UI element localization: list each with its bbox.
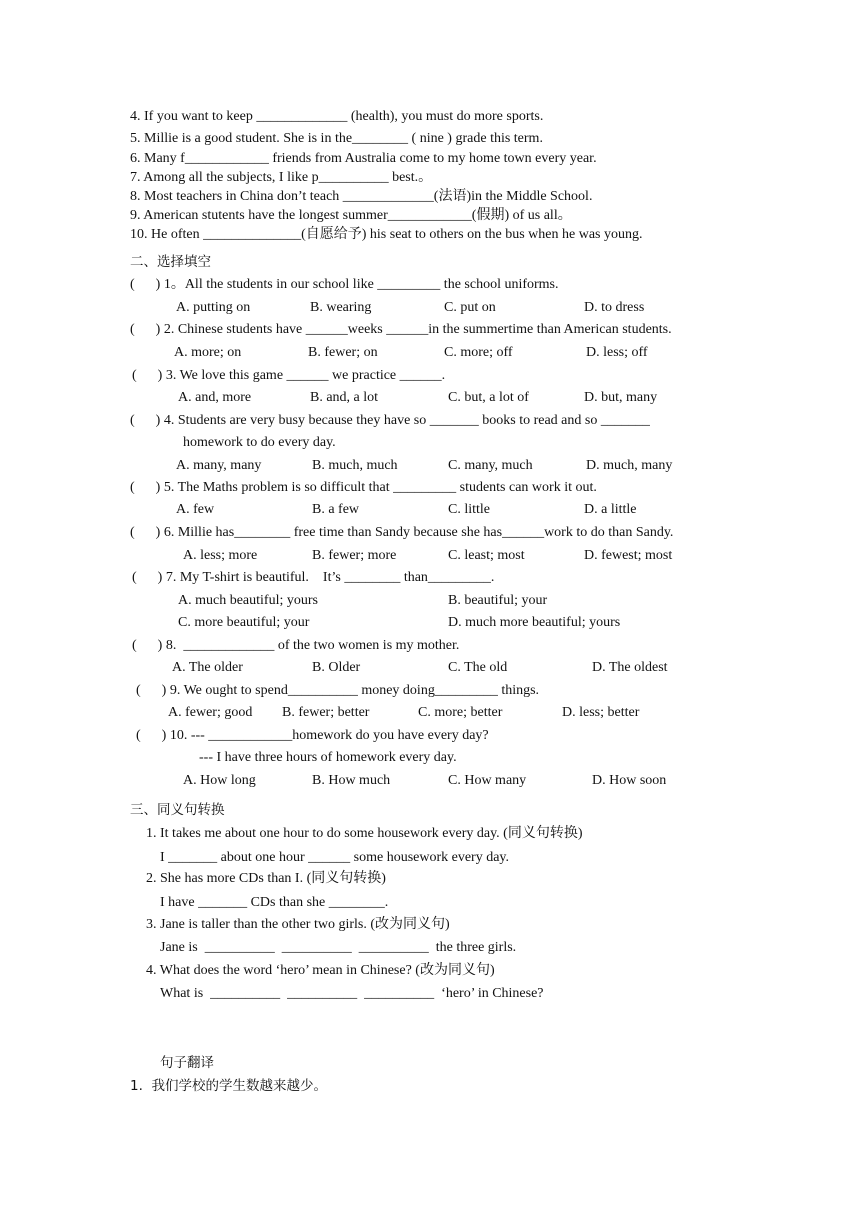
question-stem-continued: --- I have three hours of homework every day. — [199, 750, 457, 765]
option-b: B. much, much — [312, 458, 398, 473]
option-a: A. How long — [183, 773, 256, 788]
option-b: B. a few — [312, 502, 360, 517]
option-a: A. fewer; good — [168, 705, 253, 720]
option-d: D. a little — [584, 502, 637, 517]
option-b: B. Older — [312, 660, 361, 675]
fill-item: 6. Many f____________ friends from Australia come to my home town every year. — [130, 151, 597, 166]
option-c: C. more beautiful; your — [178, 615, 310, 630]
question-stem: ( ) 3. We love this game ______ we practice ______. — [132, 368, 446, 383]
option-c: C. more; off — [444, 345, 513, 360]
fill-item: 8. Most teachers in China don’t teach _____________(法语)in the Middle School. — [130, 189, 593, 204]
section-heading: 二、选择填空 — [130, 254, 211, 270]
rewrite-question: 4. What does the word ‘hero’ mean in Chinese? (改为同义句) — [146, 963, 495, 978]
option-c: C. many, much — [448, 458, 533, 473]
option-c: C. least; most — [448, 548, 525, 563]
option-a: A. many, many — [176, 458, 262, 473]
option-d: D. less; off — [586, 345, 648, 360]
option-a: A. The older — [172, 660, 243, 675]
option-a: A. putting on — [176, 300, 251, 315]
question-stem: ( ) 5. The Maths problem is so difficult that _________ students can work it out. — [130, 480, 597, 495]
option-c: C. How many — [448, 773, 527, 788]
option-d: D. much, many — [586, 458, 673, 473]
option-b: B. wearing — [310, 300, 372, 315]
question-stem: ( ) 6. Millie has________ free time than Sandy because she has______work to do than Sandy. — [130, 525, 674, 540]
fill-item: 9. American stutents have the longest summer____________(假期) of us all。 — [130, 208, 572, 223]
option-d: D. How soon — [592, 773, 667, 788]
option-d: D. but, many — [584, 390, 658, 405]
option-c: C. The old — [448, 660, 508, 675]
option-c: C. little — [448, 502, 490, 517]
option-b: B. How much — [312, 773, 391, 788]
option-a: A. more; on — [174, 345, 242, 360]
option-d: D. The oldest — [592, 660, 668, 675]
translate-item: 1. 我们学校的学生数越来越少。 — [130, 1078, 327, 1094]
option-d: D. less; better — [562, 705, 640, 720]
option-c: C. put on — [444, 300, 496, 315]
option-a: A. and, more — [178, 390, 252, 405]
rewrite-answer: What is __________ __________ __________ ‘hero’ in Chinese? — [160, 986, 544, 1001]
rewrite-question: 3. Jane is taller than the other two girls. (改为同义句) — [146, 917, 450, 932]
rewrite-answer: I _______ about one hour ______ some housework every day. — [160, 850, 510, 865]
option-c: C. more; better — [418, 705, 503, 720]
option-d: D. to dress — [584, 300, 645, 315]
question-stem: ( ) 1。All the students in our school like _________ the school uniforms. — [130, 277, 559, 292]
option-b: B. and, a lot — [310, 390, 379, 405]
option-b: B. beautiful; your — [448, 593, 548, 608]
option-a: A. much beautiful; yours — [178, 593, 318, 608]
section-heading: 三、同义句转换 — [130, 802, 225, 818]
option-b: B. fewer; on — [308, 345, 378, 360]
question-stem-continued: homework to do every day. — [183, 435, 336, 450]
option-b: B. fewer; better — [282, 705, 370, 720]
rewrite-question: 2. She has more CDs than I. (同义句转换) — [146, 871, 386, 886]
question-stem: ( ) 9. We ought to spend__________ money doing_________ things. — [136, 683, 540, 698]
option-b: B. fewer; more — [312, 548, 397, 563]
rewrite-answer: I have _______ CDs than she ________. — [160, 895, 389, 910]
question-stem: ( ) 2. Chinese students have ______weeks ______in the summertime than American students. — [130, 322, 672, 337]
fill-item: 4. If you want to keep _____________ (health), you must do more sports. — [130, 109, 544, 124]
option-d: D. much more beautiful; yours — [448, 615, 621, 630]
rewrite-question: 1. It takes me about one hour to do some housework every day. (同义句转换) — [146, 826, 583, 841]
fill-item: 10. He often ______________(自愿给予) his seat to others on the bus when he was young. — [130, 227, 643, 242]
fill-item: 7. Among all the subjects, I like p__________ best.。 — [130, 170, 433, 185]
question-stem: ( ) 4. Students are very busy because they have so _______ books to read and so _______ — [130, 413, 650, 428]
option-d: D. fewest; most — [584, 548, 673, 563]
question-stem: ( ) 10. --- ____________homework do you have every day? — [136, 728, 489, 743]
question-stem: ( ) 8. _____________ of the two women is my mother. — [132, 638, 460, 653]
option-a: A. few — [176, 502, 215, 517]
option-c: C. but, a lot of — [448, 390, 529, 405]
question-stem: ( ) 7. My T-shirt is beautiful. It’s ________ than_________. — [132, 570, 495, 585]
fill-item: 5. Millie is a good student. She is in the________ ( nine ) grade this term. — [130, 131, 543, 146]
section-heading: 句子翻译 — [160, 1055, 214, 1071]
rewrite-answer: Jane is __________ __________ __________ the three girls. — [160, 940, 517, 955]
option-a: A. less; more — [183, 548, 258, 563]
